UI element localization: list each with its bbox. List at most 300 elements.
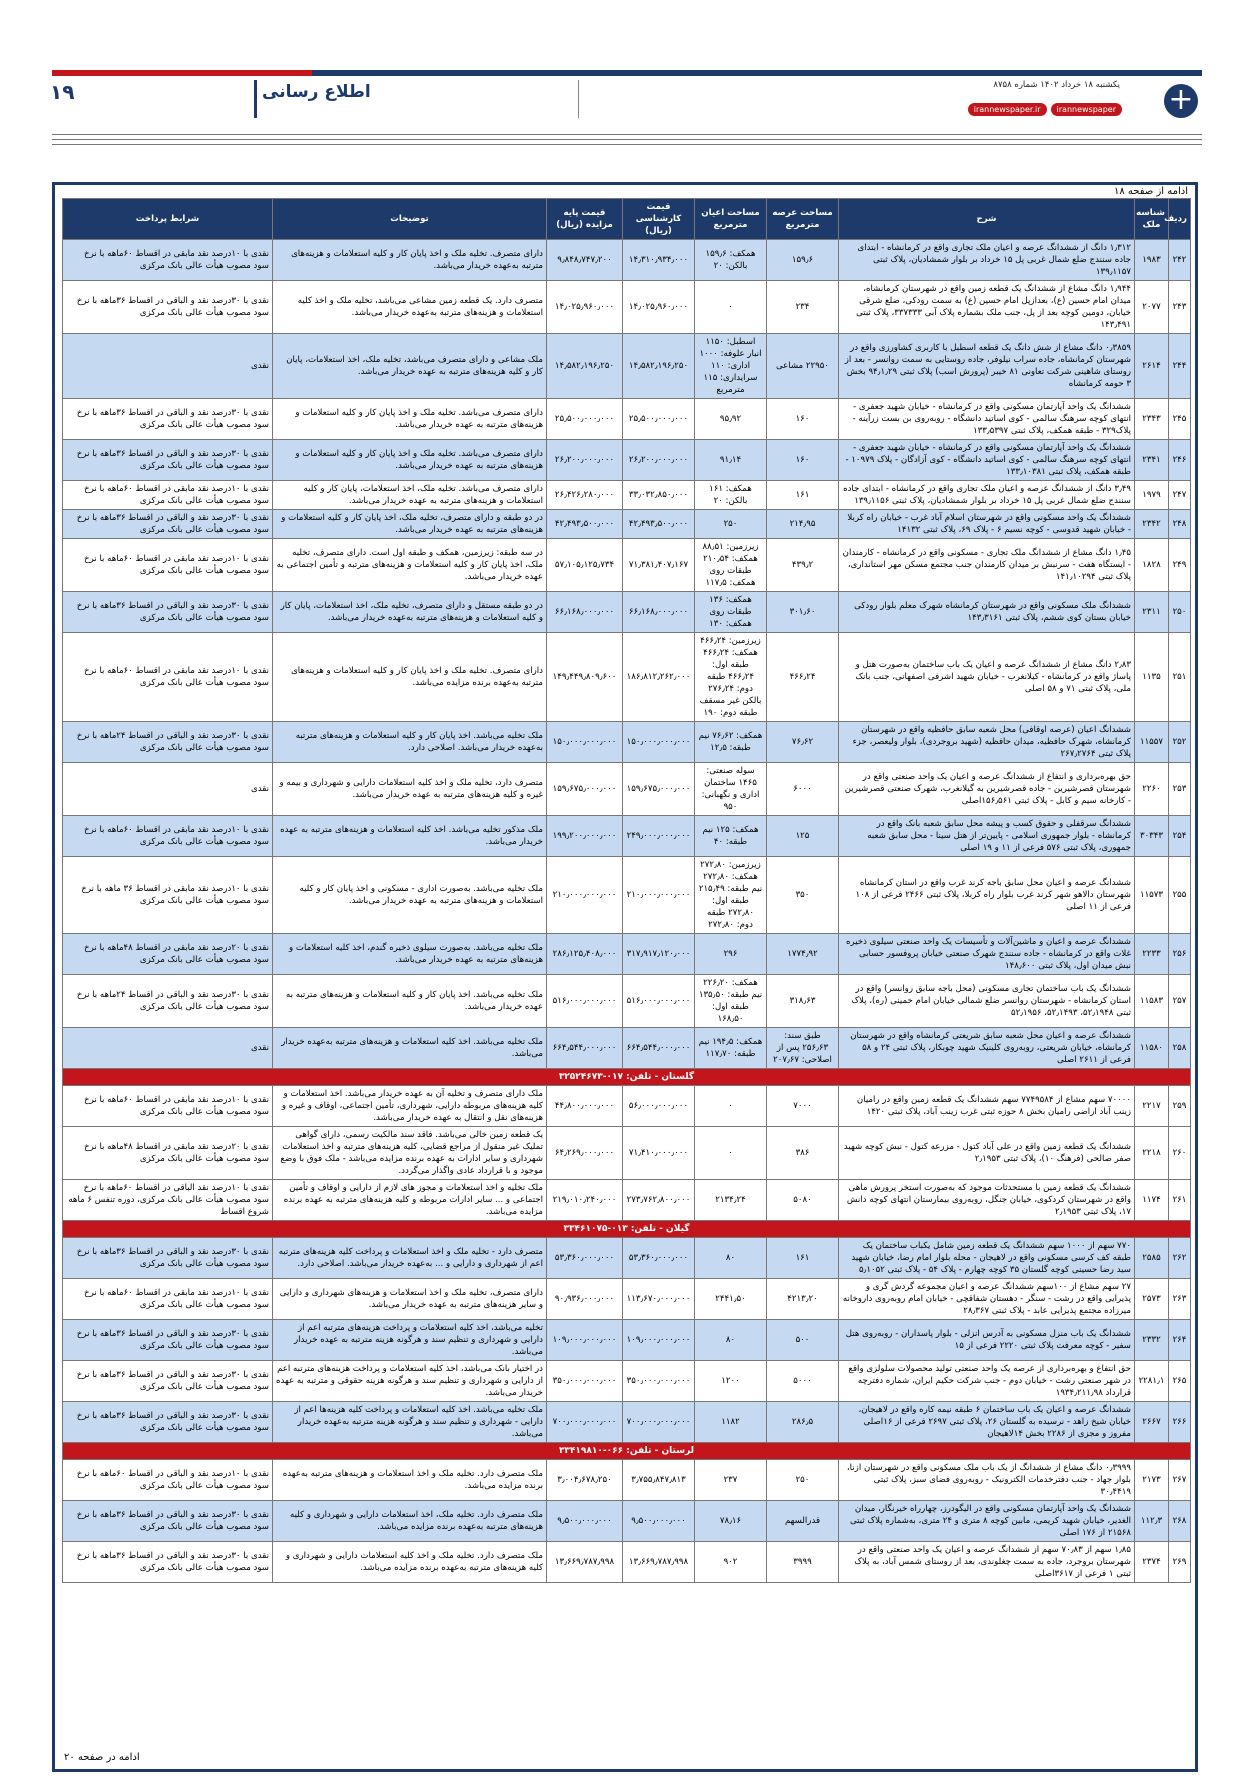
table-cell: ۱۱۳٫۶۷۰٫۰۰۰٫۰۰۰: [623, 1279, 695, 1320]
table-cell: ۳۱۸٫۶۳: [767, 975, 839, 1028]
table-cell: ۱۴٫۰۲۵٫۹۶۰٫۰۰۰: [623, 281, 695, 334]
table-cell: ۲۱۳۴٫۲۴: [695, 1180, 767, 1221]
table-row: [63, 440, 1191, 481]
table-cell: ۱۶۰: [767, 399, 839, 440]
table-cell: ۱۴٫۰۲۵٫۹۶۰٫۰۰۰: [547, 281, 623, 334]
table-cell: ۰٫۳۹۹۹ دانگ مشاع از ششدانگ از یک باب ملک مسکونی واقع در شهرستان ازنا، بلوار جهاد - جنب دفترخدمات الکترونیک - روبه‌روی فضای سبز، پلاک ثبتی ۳۰٫۴۴۱۹: [839, 1460, 1135, 1501]
table-cell: ۲۶۶: [1169, 1402, 1191, 1443]
table-cell: ۲۷۳٫۷۶۲٫۸۰۰٫۰۰۰: [623, 1180, 695, 1221]
table-cell: ملک متصرف دارد. تخلیه ملک، اخذ استعلامات دارایی و شهرداری و کلیه هزینه‌های مترتبه به‌عهده برنده مزایده می‌باشد.: [273, 1501, 547, 1542]
table-cell: نقدی با ۳۰درصد نقد و الباقی در اقساط ۳۶ماهه با نرخ سود مصوب هیأت عالی بانک مرکزی: [63, 510, 273, 539]
province-label: لرستان - تلفن: ۰۶۶-۳۳۴۱۹۸۱۰: [63, 1443, 1191, 1460]
table-cell: دارای متصرف، تخلیه ملک و اخذ استعلامات و هزینه‌های شهرداری و دارایی و سایر هزینه‌های مترتبه به عهده خریدار می‌باشد.: [273, 1279, 547, 1320]
table-cell: ۵۰۰۰: [767, 1361, 839, 1402]
table-cell: ۱۵۰٫۰۰۰٫۰۰۰٫۰۰۰: [623, 722, 695, 763]
table-cell: ششدانگ اعیان (عرصه اوقافی) محل شعبه سابق حافظیه واقع در شهرستان کرمانشاه، شهرک حافظیه، میدان حافظیه (شهید بروجردی)، بلوار ولیعصر، جزء پلاک ثبتی ۲۶۷٫۲۷۶۴: [839, 722, 1135, 763]
table-cell: ۵۱۶٫۰۰۰٫۰۰۰٫۰۰۰: [623, 975, 695, 1028]
table-cell: ۲۱۰٫۰۰۰٫۰۰۰٫۰۰۰: [623, 857, 695, 934]
table-cell: ۵۱۶٫۰۰۰٫۰۰۰٫۰۰۰: [547, 975, 623, 1028]
table-cell: ۲۴۳: [1169, 281, 1191, 334]
table-cell: ۳۵۰٫۰۰۰٫۰۰۰٫۰۰۰: [623, 1361, 695, 1402]
table-cell: ۱۴٫۵۸۲٫۱۹۶٫۲۵۰: [623, 334, 695, 399]
table-cell: ۲۶۰: [1169, 1127, 1191, 1180]
table-cell: ۳۱۷٫۹۱۷٫۱۲۰٫۰۰۰: [623, 934, 695, 975]
issue-info: یکشنبه ۱۸ خرداد ۱۴۰۲ شماره ۸۷۵۸: [993, 80, 1120, 90]
table-cell: ملک مذکور تخلیه می‌باشد. اخذ کلیه استعلامات و هزینه‌های مترتبه به عهده خریدار می‌باشد.: [273, 816, 547, 857]
table-cell: ۲۴۲: [1169, 240, 1191, 281]
table-cell: ۲۶۳: [1169, 1279, 1191, 1320]
table-cell: ۲۶٫۲۰۰٫۰۰۰٫۰۰۰: [547, 440, 623, 481]
table-cell: ۱۱۸۲: [695, 1402, 767, 1443]
table-cell: ۲۵٫۵۰۰٫۰۰۰٫۰۰۰: [547, 399, 623, 440]
table-cell: ۲۹۶: [695, 934, 767, 975]
table-cell: ۰٫۳۸۵۹ دانگ مشاع از شش دانگ یک قطعه اسطبل با کاربری کشاورزی واقع در شهرستان کرمانشاه، جاده سراب نیلوفر، جاده روستایی به سمت روانسر - بعد از روستای شاهینی شرکت تعاونی ۸۱ خیبر (پرورش اسب) پلاک ثبتی ۹۴٫۱٫۲۹ بخش ۳ حومه کرمانشاه: [839, 334, 1135, 399]
table-cell: ۱۵۹٫۶: [767, 240, 839, 281]
table-cell: ملک تخلیه می‌باشد. به‌صورت اداری - مسکونی و اخذ پایان کار و کلیه استعلامات و هزینه‌های مترتبه به عهده خریدار می‌باشد.: [273, 857, 547, 934]
table-cell: ۳٫۷۵۵٫۸۴۷٫۸۱۳: [623, 1460, 695, 1501]
table-row: [63, 1127, 1191, 1180]
table-cell: ششدانگ یک باب منزل مسکونی به آدرس انزلی - بلوار پاسداران - روبه‌روی هتل سفیر - کوچه معرفت پلاک ثبتی ۲۲۲۰ فرعی از ۱۵: [839, 1320, 1135, 1361]
table-cell: ۵۰۸۰: [767, 1180, 839, 1221]
table-cell: همکف: ۱۶۱ بالکن: ۲۰: [695, 481, 767, 510]
table-cell: نقدی با ۱۰درصد نقد و الباقی در اقساط ۶۰ماهه با نرخ سود مصوب هیأت عالی بانک مرکزی: [63, 1460, 273, 1501]
table-cell: ۳۰۱٫۶۰: [767, 592, 839, 633]
table-cell: در سه طبقه: زیرزمین، همکف و طبقه اول است. دارای متصرف، تخلیه ملک، اخذ پایان کار و کلیه استعلامات و هزینه‌های مترتبه و تأمین اجتماعی به عهده خریدار می‌باشد.: [273, 539, 547, 592]
table-cell: ۲۵۸: [1169, 1028, 1191, 1069]
table-cell: ۳۵۰: [767, 857, 839, 934]
table-row: [63, 934, 1191, 975]
table-cell: ۹٫۵۰۰٫۰۰۰٫۰۰۰: [547, 1501, 623, 1542]
table-cell: ۲۵۵: [1169, 857, 1191, 934]
table-cell: ششدانگ یک قطعه زمین با مستحدثات موجود که به‌صورت استخر پرورش ماهی واقع در شهرستان کردکوی، خیابان جنگل، روبه‌روی بیمارستان انتهای کوچه دانش ۱۷، پلاک ثبتی ۲٫۱۹۵۳: [839, 1180, 1135, 1221]
table-cell: ۱۵۹٫۶۷۵٫۰۰۰٫۰۰۰: [547, 763, 623, 816]
table-cell: ۲۳۴۳: [1135, 399, 1169, 440]
table-cell: نقدی با ۳۰درصد نقد و الباقی در اقساط ۳۶ماهه با نرخ سود مصوب هیأت عالی بانک مرکزی: [63, 1238, 273, 1279]
table-cell: ۱۴۹٫۴۴۹٫۸۰۹٫۶۰۰: [547, 633, 623, 722]
table-cell: ۵۳٫۳۶۰٫۰۰۰٫۰۰۰: [623, 1238, 695, 1279]
table-cell: ۲۵۰: [767, 1460, 839, 1501]
table-cell: نقدی: [63, 334, 273, 399]
table-cell: ۲۴۴۱٫۵۰: [695, 1279, 767, 1320]
table-cell: ۲۷ سهم مشاع از ۱۰۰سهم ششدانگ عرصه و اعیان مجموعه گردش گری و پذیرایی واقع در رشت - سنگر - دهستان شفاقچی - خیابان امام روبه‌روی داروخانه میرزاده مجتمع پذیرایی عابد - پلاک ثبتی ۲۸٫۳۶۷: [839, 1279, 1135, 1320]
table-cell: ۲۶۷: [1169, 1460, 1191, 1501]
table-cell: ۴۲۱۳٫۲۰: [767, 1279, 839, 1320]
table-cell: ۲۵۲: [1169, 722, 1191, 763]
table-cell: ششدانگ عرصه و اعیان و ماشین‌آلات و تأسیسات یک واحد صنعتی سیلوی ذخیره غلات واقع در کرمانشاه - جاده سنندج شهرک صنعتی خیابان پروفسور حسابی نبش میدان اول، پلاک ثبتی ۱۴۸٫۶۰۰: [839, 934, 1135, 975]
site-link-2[interactable]: irannewspaper: [1051, 103, 1122, 116]
table-cell: ۲۲۹۵۰ مشاعی: [767, 334, 839, 399]
table-cell: ۳۸۶: [767, 1127, 839, 1180]
table-cell: ۰: [695, 1086, 767, 1127]
table-row: [63, 1542, 1191, 1583]
table-cell: ۸۰: [695, 1238, 767, 1279]
table-cell: ۲۵۹: [1169, 1086, 1191, 1127]
header-divider: [578, 80, 579, 118]
table-cell: ۱۲۵: [767, 816, 839, 857]
table-cell: ۲۵۰: [695, 510, 767, 539]
table-row: [63, 816, 1191, 857]
table-cell: ششدانگ یک باب ساختمان تجاری مسکونی (محل باجه سابق روانسر) واقع در استان کرمانشاه - شهرستان روانسر ضلع شمالی خیابان امام خمینی (ره)، پلاک ثبتی ۵۲٫۱۹۴۸، ۵۲٫۱۴۹۳، ۵۲٫۱۹۵۶: [839, 975, 1135, 1028]
table-row: [63, 857, 1191, 934]
table-cell: ۲۳۱۱: [1135, 592, 1169, 633]
table-cell: دارای متصرف می‌باشد. تخلیه ملک، اخذ استعلامات، پایان کار و کلیه استعلامات و هزینه‌های مترتبه به عهده خریدار می‌باشد.: [273, 481, 547, 510]
table-cell: نقدی با ۱۰درصد نقد مابقی در اقساط ۶۰ماهه با نرخ سود مصوب هیأت عالی بانک مرکزی: [63, 633, 273, 722]
table-cell: ۲۵۷: [1169, 975, 1191, 1028]
table-cell: نقدی با ۳۰درصد نقد و الباقی در اقساط ۲۴ماهه با نرخ سود مصوب هیأت عالی بانک مرکزی: [63, 722, 273, 763]
auction-table: [62, 198, 1191, 1583]
table-cell: ۱۹۹٫۲۰۰٫۰۰۰٫۰۰۰: [547, 816, 623, 857]
plus-logo-icon: +: [1164, 84, 1198, 118]
continued-from: ادامه از صفحه ۱۸: [1114, 186, 1188, 197]
table-cell: ۲۵۳: [1169, 763, 1191, 816]
table-cell: ۱۵۹٫۶۷۵٫۰۰۰٫۰۰۰: [623, 763, 695, 816]
table-cell: همکف: ۱۵۹٫۶ بالکن: ۲۰: [695, 240, 767, 281]
table-cell: دارای متصرف می‌باشد. تخلیه ملک و اخذ پایان کار و کلیه استعلامات و هزینه‌های مترتبه به عهده خریدار می‌باشد.: [273, 399, 547, 440]
table-cell: متصرف دارد، تخلیه ملک و اخذ کلیه استعلامات دارایی و شهرداری و بیمه و غیره و کلیه هزینه‌های مترتبه به عهده خریدار می‌باشد.: [273, 763, 547, 816]
divider-line: [52, 139, 1202, 140]
table-cell: ۲۶۵: [1169, 1361, 1191, 1402]
table-cell: ۲۶۴: [1169, 1320, 1191, 1361]
table-cell: ۲۳۴۲: [1135, 510, 1169, 539]
table-cell: ملک تخلیه و اخذ استعلامات و مجوز های لازم از دارایی و اوقاف و تأمین اجتماعی و ... سایر ادارات مربوطه و کلیه هزینه‌های مترتبه به عهده برنده مزایده می‌باشد.: [273, 1180, 547, 1221]
table-cell: نقدی با ۱۰درصد نقد مابقی در اقساط ۳۶ ماهه با نرخ سود مصوب هیأت عالی بانک مرکزی: [63, 857, 273, 934]
table-cell: نقدی: [63, 1028, 273, 1069]
table-cell: زیرزمین: ۴۶۶٫۲۴ همکف: ۴۶۶٫۲۴ طبقه اول: ۴۶۶٫۲۴ طبقه دوم: ۲۷۶٫۲۴ بالکن غیر مسقف طبقه دوم: ۱۹۰: [695, 633, 767, 722]
table-cell: ملک تخلیه می‌باشد. اخذ پایان کار و کلیه استعلامات و هزینه‌های مترتبه به‌عهده خریدار می‌باشد. اصلاحی دارد.: [273, 722, 547, 763]
table-cell: ۱۲۰۰: [695, 1361, 767, 1402]
table-cell: ۳٫۰۰۴٫۶۷۸٫۲۵۰: [547, 1460, 623, 1501]
table-cell: ۱۰۹٫۰۰۰٫۰۰۰٫۰۰۰: [623, 1320, 695, 1361]
table-cell: ۱۱۵۷۳: [1135, 857, 1169, 934]
table-cell: نقدی با ۱۰درصد نقد الباقی در اقساط ۶۰ماهه با نرخ سود مصوب هیأت عالی بانک مرکزی، دوره تنفس ۶ ماهه شروع اقساط: [63, 1180, 273, 1221]
table-row: [63, 1086, 1191, 1127]
table-row: [63, 592, 1191, 633]
table-cell: ۶۶٫۱۶۸٫۰۰۰٫۰۰۰: [623, 592, 695, 633]
table-cell: ششدانگ سرقفلی و حقوق کسب و پیشه محل سابق شعبه بانک واقع در کرمانشاه - بلوار جمهوری اسلامی - پایین‌تر از هتل سینا - محل سابق شعبه جمهوری، پلاک ثبتی ۵۷۶ فرعی از ۱۱ و ۱۹ اصلی: [839, 816, 1135, 857]
table-cell: ۴۶۶٫۲۴: [767, 633, 839, 722]
table-cell: ۴۲٫۴۹۳٫۵۰۰٫۰۰۰: [623, 510, 695, 539]
table-row: [63, 1460, 1191, 1501]
table-cell: ۲۵۴: [1169, 816, 1191, 857]
table-row: [63, 1361, 1191, 1402]
table-cell: ملک مشاعی و دارای متصرف می‌باشد، تخلیه ملک، اخذ استعلامات، پایان کار و کلیه هزینه‌های مترتبه به عهده خریدار می‌باشد.: [273, 334, 547, 399]
table-cell: تخلیه می‌باشد، اخذ کلیه استعلامات و پرداخت هزینه‌های مترتبه اعم از دارایی و شهرداری و تنظیم سند و هرگونه هزینه مترتبه به عهده خریدار می‌باشد.: [273, 1320, 547, 1361]
table-cell: ۱۶۱: [767, 481, 839, 510]
table-cell: زیرزمین: ۸۸٫۵۱ همکف: ۲۱۰٫۵۴ طبقات روی همکف: ۱۱۷٫۵: [695, 539, 767, 592]
table-cell: ۲۴۹٫۰۰۰٫۰۰۰٫۰۰۰: [623, 816, 695, 857]
table-cell: ۳٫۴۹ دانگ از ششدانگ عرصه و اعیان ملک تجاری واقع در کرمانشاه - ابتدای جاده سنندج ضلع شمال غربی پل ۱۵ خرداد بر بلوار شمشادیان، پلاک ثبتی ۱۳۹٫۱۱۵۶: [839, 481, 1135, 510]
table-cell: ۲۶۲: [1169, 1238, 1191, 1279]
table-cell: ۲۵۰: [1169, 592, 1191, 633]
table-cell: ملک دارای متصرف و تخلیه آن به عهده خریدار می‌باشد. اخذ استعلامات و کلیه هزینه‌های مربوطه دارایی، شهرداری، تأمین اجتماعی، اوقاف و غیره و هزینه‌های نقل و انتقال به عهده خریدار می‌باشد.: [273, 1086, 547, 1127]
province-label: گلستان - تلفن: ۰۱۷-۳۲۵۲۴۶۷۳: [63, 1069, 1191, 1086]
column-header: شناسه ملک: [1135, 199, 1169, 240]
table-cell: همکف: ۱۲۵ نیم طبقه: ۴۰: [695, 816, 767, 857]
table-row: [63, 1238, 1191, 1279]
table-cell: ۳۳٫۰۳۲٫۸۵۰٫۰۰۰: [623, 481, 695, 510]
table-cell: ۱۱۵۸۰: [1135, 1028, 1169, 1069]
table-cell: ۸۰: [695, 1320, 767, 1361]
table-cell: ۱۹۷۹: [1135, 481, 1169, 510]
table-cell: ۶۴٫۲۶۹٫۰۰۰٫۰۰۰: [547, 1127, 623, 1180]
table-cell: نقدی با ۳۰درصد نقد و الباقی در اقساط ۳۶ماهه با نرخ سود مصوب هیأت عالی بانک مرکزی: [63, 1361, 273, 1402]
table-cell: ۹٫۵۰۰٫۰۰۰٫۰۰۰: [623, 1501, 695, 1542]
table-cell: همکف: ۷۶٫۶۲ نیم طبقه: ۱۲٫۵: [695, 722, 767, 763]
province-row: [63, 1443, 1191, 1460]
table-cell: ۷۰۰٫۰۰۰٫۰۰۰٫۰۰۰: [623, 1402, 695, 1443]
table-cell: ۲۶۹: [1169, 1542, 1191, 1583]
table-cell: ۱۴٫۳۱۰٫۹۳۴٫۰۰۰: [623, 240, 695, 281]
table-cell: نقدی با ۱۰درصد نقد مابقی در اقساط ۶۰ماهه با نرخ سود مصوب هیأت عالی بانک مرکزی: [63, 481, 273, 510]
table-row: [63, 1402, 1191, 1443]
table-row: [63, 240, 1191, 281]
table-cell: ۵۰۰: [767, 1320, 839, 1361]
table-cell: نقدی با ۳۰درصد نقد و الباقی در اقساط ۳۶ماهه با نرخ سود مصوب هیأت عالی بانک مرکزی: [63, 1402, 273, 1443]
province-row: [63, 1221, 1191, 1238]
table-cell: ۵۳٫۳۶۰٫۰۰۰٫۰۰۰: [547, 1238, 623, 1279]
table-cell: نقدی با ۳۰درصد نقد و الباقی در اقساط ۳۶ماهه با نرخ سود مصوب هیأت عالی بانک مرکزی: [63, 399, 273, 440]
table-cell: ۲۴۴: [1169, 334, 1191, 399]
table-cell: دارای متصرف می‌باشد. تخلیه ملک و اخذ پایان کار و کلیه استعلامات و هزینه‌های مترتبه به عهده خریدار می‌باشد.: [273, 440, 547, 481]
table-cell: ملک متصرف دارد. تخلیه ملک و اخذ کلیه استعلامات دارایی و شهرداری و کلیه هزینه‌های مترتبه به‌عهده برنده مزایده می‌باشد.: [273, 1542, 547, 1583]
table-row: [63, 722, 1191, 763]
table-cell: ملک متصرف دارد. تخلیه ملک و اخذ استعلامات و هزینه‌های مترتبه به‌عهده برنده مزایده می‌باشد.: [273, 1460, 547, 1501]
table-cell: در دو طبقه مستقل و دارای متصرف، تخلیه ملک، اخذ استعلامات، پایان کار و کلیه استعلامات و هزینه‌های مترتبه به‌عهده خریدار می‌باشد.: [273, 592, 547, 633]
table-cell: ۲۴۵: [1169, 399, 1191, 440]
table-cell: ۴۴٫۸۰۰٫۰۰۰٫۰۰۰: [547, 1086, 623, 1127]
table-cell: ملک تخلیه می‌باشد. به‌صورت سیلوی ذخیره گندم، اخذ کلیه استعلامات و هزینه‌های مترتبه به عهده خریدار می‌باشد.: [273, 934, 547, 975]
table-cell: نقدی با ۲۰درصد نقد مابقی در اقساط ۴۸ماهه با نرخ سود مصوب هیأت عالی بانک مرکزی: [63, 934, 273, 975]
table-cell: ۱۶۱: [767, 1238, 839, 1279]
column-header: مساحت عرصه مترمربع: [767, 199, 839, 240]
table-cell: قدرالسهم: [767, 1501, 839, 1542]
table-cell: در اختیار بانک می‌باشد، اخذ کلیه استعلامات و پرداخت هزینه‌های مترتبه اعم از دارایی و شهرداری و تنظیم سند و هرگونه هزینه حقوقی و مترتبه به عهده خریدار می‌باشد.: [273, 1361, 547, 1402]
table-cell: ۹۵٫۹۲: [695, 399, 767, 440]
table-cell: ۵۶٫۰۰۰٫۰۰۰٫۰۰۰: [623, 1086, 695, 1127]
table-cell: ۱۶۰: [767, 440, 839, 481]
table-cell: نقدی با ۳۰درصد نقد و الباقی در اقساط ۳۶ماهه با نرخ سود مصوب هیأت عالی بانک مرکزی: [63, 1542, 273, 1583]
table-cell: نقدی با ۱۰درصد نقد مابقی در اقساط ۶۰ماهه با نرخ سود مصوب هیأت عالی بانک مرکزی: [63, 1279, 273, 1320]
table-cell: نقدی با ۱۰درصد نقد مابقی در اقساط ۶۰ماهه با نرخ سود مصوب هیأت عالی بانک مرکزی: [63, 539, 273, 592]
table-cell: ۲۱۴٫۹۵: [767, 510, 839, 539]
table-cell: ۲۴۷: [1169, 481, 1191, 510]
table-cell: متصرف دارد - تخلیه ملک و اخذ استعلامات و پرداخت کلیه هزینه‌های مترتبه اعم از شهرداری و دارایی و ... به‌عهده خریدار می‌باشد. اصلاحی دارد.: [273, 1238, 547, 1279]
column-header: شرایط پرداخت: [63, 199, 273, 240]
table-cell: ۹۰۲: [695, 1542, 767, 1583]
section-title: اطلاع رسانی: [262, 82, 371, 102]
table-cell: ۲۵۶: [1169, 934, 1191, 975]
table-cell: ۱۸۶٫۸۱۲٫۲۶۲٫۰۰۰: [623, 633, 695, 722]
table-cell: در دو طبقه و دارای متصرف، تخلیه ملک، اخذ پایان کار و کلیه استعلامات و هزینه‌های مترتبه به عهده خریدار می‌باشد.: [273, 510, 547, 539]
table-cell: سوله صنعتی: ۱۴۶۵ ساختمان اداری و نگهبانی: ۹۵۰: [695, 763, 767, 816]
table-cell: ۱۱۲٫۳: [1135, 1501, 1169, 1542]
table-cell: ۵۷٫۱۰۵٫۱۲۵٫۷۳۴: [547, 539, 623, 592]
table-cell: ششدانگ یک واحد آپارتمان مسکونی واقع در الیگودرز، چهارراه خیرنگار، میدان الغدیر، خیابان شهید کریمی، مابین کوچه ۸ متری و ۲۴ متری، به‌شماره پلاک ثبتی ۲۱۵۶۸ از ۱۷۶ اصلی: [839, 1501, 1135, 1542]
table-cell: ۰: [695, 281, 767, 334]
table-cell: ملک تخلیه می‌باشد. اخذ کلیه استعلامات و پرداخت کلیه هزینه‌ها اعم از دارایی - شهرداری و تنظیم سند و هرگونه هزینه مترتبه به‌عهده خریدار می‌باشد.: [273, 1402, 547, 1443]
table-cell: ۲۶٫۲۰۰٫۰۰۰٫۰۰۰: [623, 440, 695, 481]
table-cell: ۴۳۹٫۲: [767, 539, 839, 592]
table-cell: ۲۵٫۵۰۰٫۰۰۰٫۰۰۰: [623, 399, 695, 440]
table-row: [63, 399, 1191, 440]
table-row: [63, 510, 1191, 539]
table-header: [63, 199, 1191, 240]
table-cell: حق بهره‌برداری و انتفاع از ششدانگ عرصه و اعیان یک واحد صنعتی واقع در شهرستان قصرشیرین - جاده قصرشیرین به گیلانغرب، شهرک صنعتی قصرشیرین - کارخانه سیم و کابل - پلاک ثبتی ۱۵۶٫۵۶۱اصلی: [839, 763, 1135, 816]
table-cell: یک قطعه زمین خالی می‌باشد. فاقد سند مالکیت رسمی، دارای گواهی تملیک غیر منقول از مراجع قضایی، کلیه هزینه‌های مترتبه و اخذ استعلامات شهرداری و سایر ادارات به عهده برنده مزایده می‌باشد - ملک فوق با وضع موجود و با قرارداد عادی واگذار می‌گردد.: [273, 1127, 547, 1180]
table-cell: نقدی با ۳۰درصد نقد و الباقی در اقساط ۳۶ماهه با نرخ سود مصوب هیأت عالی بانک مرکزی: [63, 1320, 273, 1361]
table-cell: نقدی با ۳۰درصد نقد و الباقی در اقساط ۳۶ماهه با نرخ سود مصوب هیأت عالی بانک مرکزی: [63, 440, 273, 481]
table-cell: نقدی با ۲۰درصد نقد مابقی در اقساط ۴۸ماهه با نرخ سود مصوب هیأت عالی بانک مرکزی: [63, 1127, 273, 1180]
table-cell: نقدی با ۱۰درصد نقد مابقی در اقساط ۶۰ماهه با نرخ سود مصوب هیأت عالی بانک مرکزی: [63, 816, 273, 857]
table-cell: ۲۳۴۱: [1135, 440, 1169, 481]
header-accent-rule: [52, 70, 312, 76]
table-row: [63, 633, 1191, 722]
table-cell: ۲۳۳۲: [1135, 1320, 1169, 1361]
table-cell: نقدی با ۳۰درصد نقد و الباقی در اقساط ۲۴ماهه با نرخ سود مصوب هیأت عالی بانک مرکزی: [63, 975, 273, 1028]
table-cell: دارای متصرف. تخلیه ملک و اخذ پایان کار و کلیه استعلامات و هزینه‌های مترتبه به‌عهده برنده مزایده می‌باشد.: [273, 633, 547, 722]
table-cell: ششدانگ یک واحد مسکونی واقع در شهرستان اسلام آباد غرب - خیابان راه کربلا - خیابان شهید قدوسی - کوچه نسیم ۶ - پلاک ۶۹، پلاک ثبتی ۱۴۱۳۲: [839, 510, 1135, 539]
table-cell: ۲۵۸۵: [1135, 1238, 1169, 1279]
table-cell: ۲٫۸۳ دانگ مشاع از ششدانگ عرصه و اعیان یک باب ساختمان به‌صورت هتل و پاساژ واقع در کرمانشاه - کیلانغرب - خیابان شهید اشرفی اصفهانی، جنب بانک ملی، پلاک ثبتی ۷۱ و ۵۸ اصلی: [839, 633, 1135, 722]
table-row: [63, 481, 1191, 510]
table-cell: ۱٫۹۴۴ دانگ مشاع از ششدانگ یک قطعه زمین واقع در شهرستان کرمانشاه، میدان امام حسین (ع)، بعدازپل امام حسین (ع) به سمت رودکی، ضلع شرقی خیابان، دومین کوچه بعد از پل، جنب ملک بشماره پلاک آبی ۳۳۷۳۳۳، پلاک ثبتی ۱۴۳٫۴۹۱: [839, 281, 1135, 334]
table-row: [63, 1279, 1191, 1320]
table-cell: اسطبل: ۱۱۵۰ انبار علوفه: ۱۰۰۰ اداری: ۱۱۰ سرایداری: ۱۱۵ مترمربع: [695, 334, 767, 399]
table-cell: ۱٫۸۵ سهم از ۷۰٫۸۳ سهم از ششدانگ عرصه و اعیان یک واحد صنعتی واقع در شهرستان بروجرد، جاده به سمت چغلوندی، بعد از روستای شمس آباد، به پلاک ثبتی ۱ فرعی از ۳۶۱۷اصلی: [839, 1542, 1135, 1583]
table-cell: ۲۴۸: [1169, 510, 1191, 539]
table-cell: ۲۲۱۸: [1135, 1127, 1169, 1180]
table-cell: ۲۳۷۴: [1135, 1542, 1169, 1583]
table-cell: ۶۰۰۰: [767, 763, 839, 816]
table-cell: ۲۶۶۷: [1135, 1402, 1169, 1443]
table-cell: ششدانگ عرصه و اعیان یک باب ساختمان ۶ طبقه نیمه کاره واقع در لاهیجان، خیابان شیخ زاهد - نرسیده به گلستان ۲۶، پلاک ثبتی ۲۶۹۷ فرعی از ۱۶اصلی مفروز و مجزی از ۲۲۸۶ بخش ۱۴لاهیجان: [839, 1402, 1135, 1443]
table-row: [63, 281, 1191, 334]
table-cell: ۲۶۸: [1169, 1501, 1191, 1542]
column-header: قیمت پایه مزایده (ریال): [547, 199, 623, 240]
section-divider: [254, 80, 257, 118]
table-row: [63, 334, 1191, 399]
table-cell: زیرزمین: ۲۷۲٫۸۰ همکف: ۲۷۲٫۸۰ نیم طبقه: ۲۱۵٫۴۹ طبقه اول: ۲۷۲٫۸۰ طبقه دوم: ۲۷۲٫۸۰: [695, 857, 767, 934]
table-cell: ششدانگ ملک مسکونی واقع در شهرستان کرمانشاه شهرک معلم بلوار رودکی خیابان بستان کوی ششم، پلاک ثبتی ۱۴۳٫۳۱۶۱: [839, 592, 1135, 633]
province-row: [63, 1069, 1191, 1086]
column-header: مساحت اعیان مترمربع: [695, 199, 767, 240]
table-cell: نقدی: [63, 763, 273, 816]
table-cell: ۷۶٫۶۲: [767, 722, 839, 763]
table-cell: ۴۲٫۴۹۳٫۵۰۰٫۰۰۰: [547, 510, 623, 539]
column-header: توضیحات: [273, 199, 547, 240]
page-number: ۱۹: [50, 80, 75, 104]
site-links: [968, 103, 1122, 116]
divider-line: [52, 134, 1202, 135]
table-cell: ششدانگ یک واحد آپارتمان مسکونی واقع در کرمانشاه - خیابان شهید جعفری - انتهای کوچه سرهنگ سالمی - کوی اساتید دانشگاه - کوی آزادگان - پلاک ۱۰۹۷۹ - طبقه همکف، پلاک ثبتی ۱۳۳٫۱۰۳۸۱: [839, 440, 1135, 481]
table-cell: همکف: ۲۲۶٫۲۰ نیم طبقه: ۱۳۵٫۵۰ طبقه اول: ۱۶۸٫۵۰: [695, 975, 767, 1028]
table-cell: ۲۲۶۰: [1135, 763, 1169, 816]
table-cell: نقدی با ۳۰درصد نقد و الباقی در اقساط ۳۶ماهه با نرخ سود مصوب هیأت عالی بانک مرکزی: [63, 592, 273, 633]
table-cell: ۱۷۷۴٫۹۲: [767, 934, 839, 975]
table-cell: دارای متصرف. تخلیه ملک و اخذ پایان کار و کلیه استعلامات و هزینه‌های مترتبه به‌عهده خریدار می‌باشد.: [273, 240, 547, 281]
table-cell: ۰: [695, 1127, 767, 1180]
table-cell: طبق سند: ۲۵۶٫۶۳ پس از اصلاحی: ۲۰۷٫۶۷: [767, 1028, 839, 1069]
table-cell: ۷۸٫۱۶: [695, 1501, 767, 1542]
table-cell: ۳۰۳۴۳: [1135, 816, 1169, 857]
site-link-1[interactable]: irannewspaper.ir: [968, 103, 1047, 116]
table-cell: ۳۵۰٫۰۰۰٫۰۰۰٫۰۰۰: [547, 1361, 623, 1402]
table-cell: ۲۰۷۷: [1135, 281, 1169, 334]
table-row: [63, 539, 1191, 592]
table-cell: ۶۶٫۱۶۸٫۰۰۰٫۰۰۰: [547, 592, 623, 633]
table-cell: همکف: ۱۹۴٫۵ نیم طبقه: ۱۱۷٫۷۰: [695, 1028, 767, 1069]
table-cell: ۲۸۶٫۱۲۵٫۴۰۸٫۰۰۰: [547, 934, 623, 975]
table-cell: ۱۵۰٫۰۰۰٫۰۰۰٫۰۰۰: [547, 722, 623, 763]
table-cell: ۷۰۰۰۰ سهم مشاع از ۷۷۴۹۵۸۴ سهم ششدانگ یک قطعه زمین واقع در رامیان زینب آباد اراضی رامیان بخش ۸ حوزه ثبتی غرب زینب آباد، پلاک ثبتی ۱۴۲۰: [839, 1086, 1135, 1127]
table-cell: ملک تخلیه می‌باشد. اخذ کلیه استعلامات و هزینه‌های مترتبه به‌عهده خریدار می‌باشد.: [273, 1028, 547, 1069]
table-cell: ۱۱۵۸۳: [1135, 975, 1169, 1028]
table-cell: ۲۱۰٫۰۰۰٫۰۰۰٫۰۰۰: [547, 857, 623, 934]
table-row: [63, 763, 1191, 816]
table-cell: ۲۶٫۴۲۶٫۲۸۰٫۰۰۰: [547, 481, 623, 510]
table-cell: ۲۲۱۷: [1135, 1086, 1169, 1127]
table-cell: ۱٫۳۱۲ دانگ از ششدانگ عرصه و اعیان ملک تجاری واقع در کرمانشاه - ابتدای جاده سنندج ضلع شمال غربی پل ۱۵ خرداد بر بلوار شمشادیان، پلاک ثبتی ۱۳۹٫۱۱۵۷: [839, 240, 1135, 281]
table-cell: نقدی با ۱۰درصد نقد مابقی در اقساط ۶۰ماهه با نرخ سود مصوب هیأت عالی بانک مرکزی: [63, 1086, 273, 1127]
table-cell: ۱۰۹٫۰۰۰٫۰۰۰٫۰۰۰: [547, 1320, 623, 1361]
table-row: [63, 1028, 1191, 1069]
table-cell: ۱۸۲۸: [1135, 539, 1169, 592]
table-row: [63, 975, 1191, 1028]
table-cell: ۷۰۰٫۰۰۰٫۰۰۰٫۰۰۰: [547, 1402, 623, 1443]
table-cell: ۲۶۱: [1169, 1180, 1191, 1221]
table-cell: ۱۳٫۶۶۹٫۷۸۷٫۹۹۸: [623, 1542, 695, 1583]
column-header: شرح: [839, 199, 1135, 240]
column-header: ردیف: [1169, 199, 1191, 240]
table-row: [63, 1501, 1191, 1542]
divider-line: [52, 144, 1202, 145]
table-cell: ۷۱٫۳۸۱٫۴۰۷٫۱۶۷: [623, 539, 695, 592]
table-cell: ۱٫۴۵ دانگ مشاع از ششدانگ ملک تجاری - مسکونی واقع در کرمانشاه - کارمندان - ایستگاه هفت - سرنبش بر میدان کارمندان جنب مجتمع مسکن مهر استانداری، پلاک ثبتی ۱۴۱٫۱۰۲۹۴: [839, 539, 1135, 592]
table-cell: ۱۳٫۶۶۹٫۷۸۷٫۹۹۸: [547, 1542, 623, 1583]
table-cell: ۲۴۹: [1169, 539, 1191, 592]
table-cell: ۲۱۷۳: [1135, 1460, 1169, 1501]
table-cell: ۲۴۶: [1169, 440, 1191, 481]
table-cell: ۷۰۰۰: [767, 1086, 839, 1127]
table-cell: ۱۱۵۵۷: [1135, 722, 1169, 763]
table-cell: ۲۳۷: [695, 1460, 767, 1501]
table-cell: ۲۲۸۱٫۱: [1135, 1361, 1169, 1402]
table-cell: ۱۴٫۵۸۲٫۱۹۶٫۲۵۰: [547, 334, 623, 399]
table-cell: همکف: ۱۳۶ طبقات روی همکف: ۱۳۰: [695, 592, 767, 633]
table-cell: ششدانگ یک واحد آپارتمان مسکونی واقع در کرمانشاه - خیابان شهید جعفری - انتهای کوچه سرهنگ سالمی - کوی اساتید دانشگاه - روبه‌روی بن بست زرآینه - پلاک۳۲۹ - طبقه همکف، پلاک ثبتی ۱۳۳٫۵۳۹۷: [839, 399, 1135, 440]
table-cell: ملک تخلیه می‌باشد. اخذ پایان کار و کلیه استعلامات و هزینه‌های مترتبه به عهده خریدار می‌باشد.: [273, 975, 547, 1028]
table-cell: ششدانگ یک قطعه زمین واقع در علی آباد کتول - مزرعه کتول - نبش کوچه شهید صفر صالحی (فرهنگ ۱۰)، پلاک ثبتی ۲٫۱۹۵۳: [839, 1127, 1135, 1180]
table-cell: ۹۰٫۹۳۶٫۰۰۰٫۰۰۰: [547, 1279, 623, 1320]
table-cell: ۲۱۹٫۰۱۰٫۲۴۰٫۰۰۰: [547, 1180, 623, 1221]
table-cell: نقدی با ۳۰درصد نقد و الباقی در اقساط ۳۶ماهه با نرخ سود مصوب هیأت عالی بانک مرکزی: [63, 281, 273, 334]
table-body: [63, 240, 1191, 1583]
table-cell: نقدی با ۳۰درصد نقد و الباقی در اقساط ۳۶ماهه با نرخ سود مصوب هیأت عالی بانک مرکزی: [63, 1501, 273, 1542]
table-cell: ششدانگ عرصه و اعیان محل سابق باجه کرند غرب واقع در استان کرمانشاه شهرستان دالاهو شهر کرند غرب بلوار راه کربلا، پلاک ثبتی ۲۴۶۶ فرعی از ۱۰۸ فرعی از ۱۱ اصلی: [839, 857, 1135, 934]
table-cell: متصرف دارد. یک قطعه زمین مشاعی می‌باشد، تخلیه ملک و اخذ کلیه استعلامات و هزینه‌های مترتبه به‌عهده خریدار می‌باشد.: [273, 281, 547, 334]
table-cell: ۲۳۴: [767, 281, 839, 334]
table-cell: ۱۱۳۵: [1135, 633, 1169, 722]
table-cell: ۷۷۰ سهم از ۱۰۰۰ سهم ششدانگ یک قطعه زمین شامل یکباب ساختمان یک طبقه کف کرسی مسکونی واقع در لاهیجان - محله بلوار امام رضا، خیابان شهید سید رضا حسینی کوچه گلستان ۳۵ کوچه چهارم - پلاک ۵۴ - پلاک ثبتی ۵٫۱۰۵۲: [839, 1238, 1135, 1279]
table-cell: ۲۵۷۳: [1135, 1279, 1169, 1320]
column-header: قیمت کارشناسی (ریال): [623, 199, 695, 240]
table-cell: ششدانگ عرصه و اعیان محل شعبه سابق شریعتی کرمانشاه واقع در شهرستان کرمانشاه، خیابان شریعتی، روبه‌روی کلینیک شهید چوبکار، پلاک ثبتی ۲۴ و ۵۸ فرعی از ۲۶۱۱ اصلی: [839, 1028, 1135, 1069]
table-cell: ۲۵۱: [1169, 633, 1191, 722]
table-cell: ۲۲۳۳: [1135, 934, 1169, 975]
table-cell: حق انتفاع و بهره‌برداری از عرصه یک واحد صنعتی تولید محصولات سلولزی واقع در شهر صنعتی رشت - خیابان دوم - جنب شرکت حکیم ایران، شماره دفترچه قرارداد ۱۹۳۴٫۲۱۱٫۹۸: [839, 1361, 1135, 1402]
table-cell: ۶۶۴٫۵۴۴٫۰۰۰٫۰۰۰: [623, 1028, 695, 1069]
table-cell: ۷۱٫۴۱۰٫۰۰۰٫۰۰۰: [623, 1127, 695, 1180]
